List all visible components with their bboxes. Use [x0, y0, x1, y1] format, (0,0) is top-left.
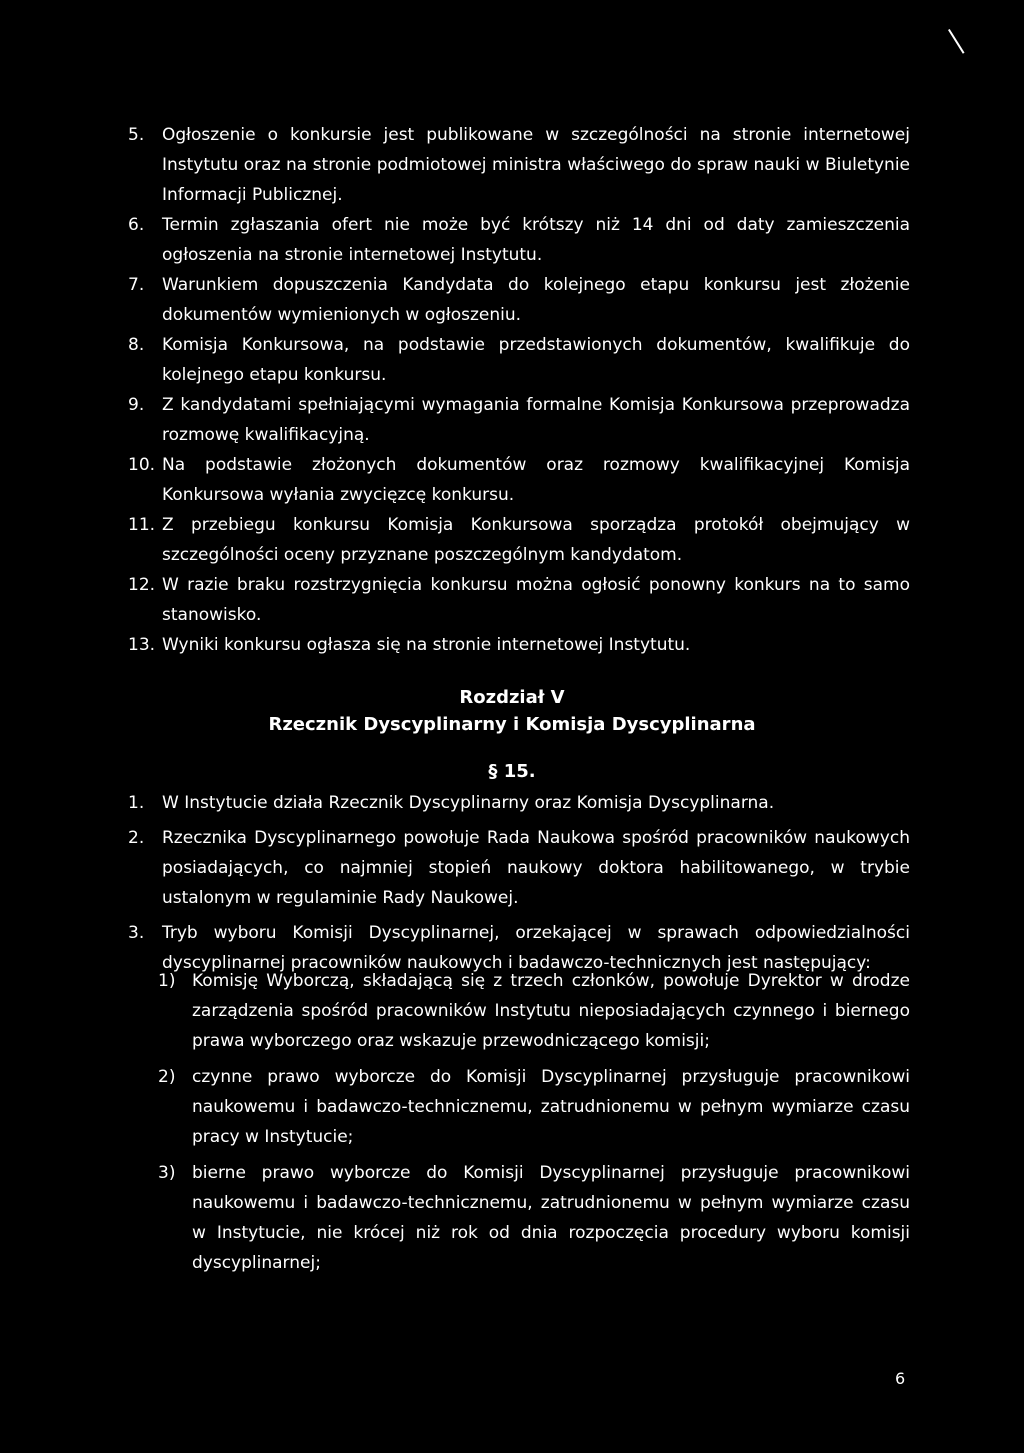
list-item [128, 823, 910, 913]
list-item [128, 390, 910, 450]
item-text: Z kandydatami spełniającymi wymagania formalne Komisja Konkursowa przeprowadza rozmowę kwalifikacyjną. [162, 395, 910, 445]
sub-item-number: 3) [158, 1163, 176, 1183]
list-item [128, 510, 910, 570]
item-text: Komisja Konkursowa, na podstawie przedstawionych dokumentów, kwalifikuje do kolejnego etapu konkursu. [162, 335, 910, 385]
list-items-par15 [128, 788, 910, 978]
item-text: Warunkiem dopuszczenia Kandydata do kolejnego etapu konkursu jest złożenie dokumentów wymienionych w ogłoszeniu. [162, 275, 910, 325]
item-number: 2. [128, 828, 145, 848]
list-item [128, 630, 910, 660]
item-text: Ogłoszenie o konkursie jest publikowane w szczególności na stronie internetowej Instytutu oraz na stronie podmiotowej ministra właściwego do spraw nauki w Biuletynie Informacji Publicznej. [162, 125, 910, 205]
list-items-5-13 [128, 120, 910, 660]
sub-list-item [158, 1158, 910, 1278]
item-text: Termin zgłaszania ofert nie może być krótszy niż 14 dni od daty zamieszczenia ogłoszenia na stronie internetowej Instytutu. [162, 215, 910, 265]
chapter-subtitle: Rzecznik Dyscyplinarny i Komisja Dyscyplinarna [268, 714, 756, 735]
list-item [128, 330, 910, 390]
item-number: 10. [128, 455, 156, 475]
item-text: Z przebiegu konkursu Komisja Konkursowa sporządza protokół obejmujący w szczególności oceny przyznane poszczególnym kandydatom. [162, 515, 910, 565]
scan-mark [948, 29, 965, 54]
sub-item-text: Komisję Wyborczą, składającą się z trzech członków, powołuje Dyrektor w drodze zarządzenia spośród pracowników Instytutu nieposiadających czynnego i biernego prawa wyborczego oraz wskazuje przewodniczącego komisji; [192, 971, 910, 1051]
item-number: 6. [128, 215, 145, 235]
paragraph-symbol: § 15. [488, 761, 536, 782]
item-number: 7. [128, 275, 145, 295]
sub-item-number: 2) [158, 1067, 176, 1087]
list-item [128, 788, 910, 818]
sub-list [158, 966, 910, 1278]
item-number: 1. [128, 793, 145, 813]
list-item [128, 120, 910, 210]
item-number: 11. [128, 515, 156, 535]
sub-item-text: bierne prawo wyborcze do Komisji Dyscyplinarnej przysługuje pracownikowi naukowemu i badawczo-technicznemu, zatrudnionemu w pełnym wymiarze czasu w Instytucie, nie krócej niż rok od dnia rozpoczęcia procedury wyboru komisji dyscyplinarnej; [192, 1163, 910, 1273]
item-text: Tryb wyboru Komisji Dyscyplinarnej, orzekającej w sprawach odpowiedzialności dyscyplinarnej pracowników naukowych i badawczo-technicznych jest następujący: [162, 923, 910, 973]
item-number: 3. [128, 923, 145, 943]
chapter-title: Rozdział V [459, 687, 565, 708]
sub-list-item [158, 966, 910, 1056]
list-item [128, 570, 910, 630]
item-text: W Instytucie działa Rzecznik Dyscyplinarny oraz Komisja Dyscyplinarna. [162, 793, 775, 813]
sub-list-item [158, 1062, 910, 1152]
item-number: 9. [128, 395, 145, 415]
item-number: 13. [128, 635, 156, 655]
item-text: Wyniki konkursu ogłasza się na stronie internetowej Instytutu. [162, 635, 691, 655]
item-text: Na podstawie złożonych dokumentów oraz rozmowy kwalifikacyjnej Komisja Konkursowa wyłania zwycięzcę konkursu. [162, 455, 910, 505]
list-item [128, 210, 910, 270]
list-item [128, 270, 910, 330]
item-number: 5. [128, 125, 145, 145]
sub-item-text: czynne prawo wyborcze do Komisji Dyscyplinarnej przysługuje pracownikowi naukowemu i badawczo-technicznemu, zatrudnionemu w pełnym wymiarze czasu pracy w Instytucie; [192, 1067, 910, 1147]
list-item [128, 450, 910, 510]
item-number: 12. [128, 575, 156, 595]
sub-item-number: 1) [158, 971, 176, 991]
item-text: Rzecznika Dyscyplinarnego powołuje Rada Naukowa spośród pracowników naukowych posiadających, co najmniej stopień naukowy doktora habilitowanego, w trybie ustalonym w regulaminie Rady Naukowej. [162, 828, 910, 908]
item-number: 8. [128, 335, 145, 355]
item-text: W razie braku rozstrzygnięcia konkursu można ogłosić ponowny konkurs na to samo stanowisko. [162, 575, 910, 625]
page-number: 6 [895, 1369, 906, 1388]
